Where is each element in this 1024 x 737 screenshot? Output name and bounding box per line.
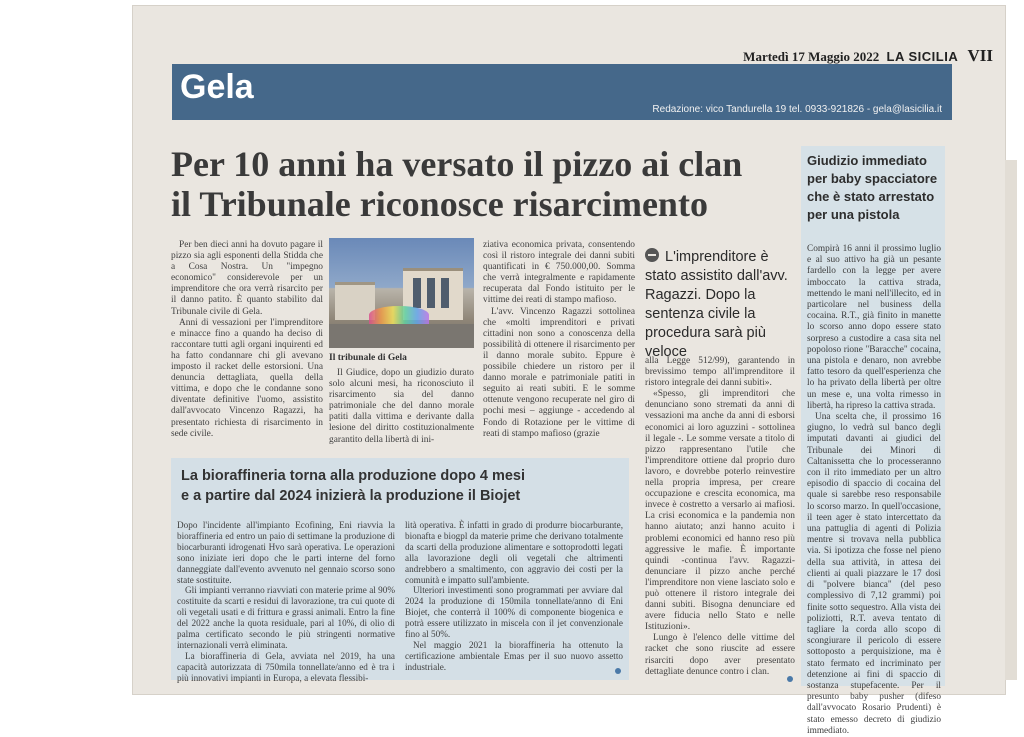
masthead [743, 46, 993, 66]
paragraph: L'avv. Vincenzo Ragazzi sottolinea che «molti imprenditori e privati cittadini non sono a conoscenza della possibilità di ottenere il risarcimento per il danno morale subito. Eppure è possibile chiedere un ristoro per il danno morale e patrimoniale patiti in seguito ai reati subiti. E le somme ottenute vengono recuperate nel giro di pochi mesi – aggiunge - accedendo al Fondo di Rotazione per le vittime di reati di stampo mafioso (grazie [483, 306, 635, 439]
paragraph: Una scelta che, il prossimo 16 giugno, lo vedrà sul banco degli imputati davanti ai giudici del Tribunale dei Minori di Caltanissetta che lo processeranno con il rito immediato per un altro episodio di spaccio di cocaina del quale si sarebbe reso responsabile lo scorso marzo. In quell'occasione, il teen ager è stato intercettato da una pattuglia di agenti di Polizia mentre si trovava nella pubblica via. Si ipotizza che fosse nel pieno della sua attività, in attesa dei clienti ai quali piazzare le 17 dosi di "polvere bianca" (del peso complessivo di 7,12 grammi) poi finite sotto sequestro. Alla vista dei poliziotti, R.T. aveva tentato di tagliare la corda allo scopo di scongiurare il pericolo di essere sottoposto a perquisizione, ma è stato fermato ed incriminato per detenzione ai fini di spaccio di sostanza stupefacente. Per il presunto baby pusher (difeso dall'avvocato Rosario Prudenti) è stato emesso decreto di giudizio immediato. [807, 412, 941, 736]
bio-article-headline [181, 466, 621, 506]
paragraph: La bioraffineria di Gela, avviata nel 2019, ha una capacità autorizzata di 750mila tonnellate/anno ed è tra i più innovativi impianti in Europa, a elevata flessibi- [177, 650, 395, 683]
side-article [801, 146, 945, 736]
tribunal-photo [329, 238, 474, 348]
bio-article-column-2 [405, 520, 623, 673]
main-headline-line2: il Tribunale riconosce risarcimento [171, 184, 708, 224]
paragraph: ziativa economica privata, consentendo così il ristoro integrale dei danni subiti quantificati in € 750.000,00. Somma che verrà integralmente e rapidamente recuperata dal Fondo istituito per le vittime dei reati di stampo mafioso. [483, 240, 635, 306]
photo-caption: Il tribunale di Gela [329, 353, 407, 363]
window-shape [413, 278, 421, 308]
page-edge [1005, 160, 1017, 680]
pull-quote [645, 248, 795, 362]
paragraph: Gli impianti verranno riavviati con materie prime al 90% costituite da scarti e residui di lavorazione, tra cui quote di oli vegetali usati e di frittura e grassi animali. Entro la fine del 2022 anche la quota residuale, pari al 10%, di olio di palma certificato secondo le più stringenti normative internazionali verrà eliminata. [177, 585, 395, 650]
paragraph: «Spesso, gli imprenditori che denunciano sono stremati da anni di vessazioni ma anche da anni di esborsi economici ai loro aguzzini - sottolinea il legale -. Le somme versate a titolo di pizzo rappresentano l'utile che l'imprenditore ottiene dal proprio duro lavoro, e dovrebbe poterlo reinvestire nella propria impresa, per creare occupazione e crescita economica, ma invece è costretto a versarlo ai mafiosi. La crisi economica e la pandemia non hanno aiutato; anzi hanno acuito i problemi economici ed hanno reso più aggressive le mafie. È importante quindi -continua l'avv. Ragazzi- denunciare il pizzo anche perché l'imprenditore non viene lasciato solo e può ottenere il ristoro integrale dei danni subiti. Bisogna denunciare ed avere fiducia nello Stato e nelle Istituzioni». [645, 389, 795, 633]
pull-quote-text: L'imprenditore è stato assistito dall'avv. Ragazzi. Dopo la sentenza civile la procedura sarà più veloce [645, 249, 788, 360]
window-shape [427, 278, 435, 308]
paragraph: Il Giudice, dopo un giudizio durato solo alcuni mesi, ha riconosciuto il risarcimento sia del danno patrimoniale che del danno morale patiti dalla vittima e derivante dalla lesione del diritto costituzionalmente garantito della libertà di ini- [329, 368, 474, 445]
bio-headline-line2: e a partire dal 2024 inizierà la produzione il Biojet [181, 488, 521, 504]
section-title: Gela [180, 68, 254, 106]
paragraph: Lungo è l'elenco delle vittime del racket che sono riuscite ad essere risarciti dopo aver presentato dettagliate denunce contro i clan. [645, 633, 795, 677]
end-mark-icon [615, 668, 621, 674]
ground-shape [329, 324, 474, 348]
fountain-lights [369, 306, 429, 324]
paragraph: Compirà 16 anni il prossimo luglio e al suo attivo ha già un pesante fardello con la legge per avere imboccato la cattiva strada, mettendo le mani nell'illecito, ed in particolare nel business della cocaina. R.T., già finito in manette lo scorso anno dopo essere stato sorpreso a custodire a casa sita nel popoloso rione "Baracche" cocaina, una pistola e denaro, non avrebbe fatto tesoro da quell'esperienza che lo ha privato della libertà per oltre un mese e, una volta rimesso in libertà, ha ripreso la cattiva strada. [807, 244, 941, 411]
main-article-column-1 [171, 240, 323, 440]
bio-headline-line1: La bioraffineria torna alla produzione dopo 4 mesi [181, 468, 526, 484]
quote-bullet-icon [645, 248, 659, 262]
paragraph: lità operativa. È infatti in grado di produrre biocarburante, bionafta e biogpl da materie prime che derivano totalmente da scarti della produzione alimentare e sottoprodotti legati alla lavorazione degli oli vegetali che altrimenti andrebbero a smaltimento, con aggravio dei costi per la comunità e impatto sull'ambiente. [405, 520, 623, 585]
paragraph: alla Legge 512/99), garantendo in brevissimo tempo all'imprenditore il ristoro integrale dei danni subiti». [645, 356, 795, 389]
paragraph: Dopo l'incidente all'impianto Ecofining, Eni riavvia la bioraffineria ed entro un paio di settimane la produzione di biocarburanti idrogenati Hvo sarà operativa. Le operazioni sono iniziate ieri dopo che le parti interne del forno danneggiate dall'evento avvenuto nel gennaio scorso sono state sostituite. [177, 520, 395, 585]
issue-date: Martedì 17 Maggio 2022 [743, 49, 880, 64]
section-contact: Redazione: vico Tandurella 19 tel. 0933-921826 - gela@lasicilia.it [652, 104, 942, 115]
bio-article-column-1 [177, 520, 395, 684]
main-headline [171, 144, 811, 224]
newspaper-brand: LA SICILIA [886, 49, 959, 64]
bio-article [171, 458, 629, 683]
window-shape [441, 278, 449, 308]
paragraph: Anni di vessazioni per l'imprenditore e minacce fino a quando ha deciso di raccontare tutti agli organi inquirenti ed ha fatto condannare chi gli avevano imposto il racket delle estorsioni. Una denuncia dettagliata, quella della vittima, e dopo che le condanne sono diventate definitive l'uomo, assistito dall'avvocato Vincenzo Ragazzi, ha presentato richiesta di risarcimento in sede civile. [171, 317, 323, 439]
end-mark-icon [787, 676, 793, 682]
section-banner [172, 64, 952, 120]
main-article-column-3 [483, 240, 635, 440]
side-article-headline: Giudizio immediato per baby spacciatore che è stato arrestato per una pistola [807, 153, 938, 222]
newspaper-page [133, 6, 1005, 736]
main-article-column-4 [645, 356, 795, 678]
main-headline-line1: Per 10 anni ha versato il pizzo ai clan [171, 144, 743, 184]
side-article-body [807, 244, 941, 737]
page-number: VII [967, 46, 993, 65]
paragraph: Nel maggio 2021 la bioraffineria ha ottenuto la certificazione ambientale Emas per il suo nuovo assetto industriale. [405, 639, 623, 672]
paragraph: Ulteriori investimenti sono programmati per avviare dal 2024 la produzione di 150mila tonnellate/anno di Eni Biojet, che conterrà il 100% di componente biogenica e potrà essere utilizzato in miscela con il jet convenzionale fino al 50%. [405, 585, 623, 640]
main-article-column-2 [329, 368, 474, 446]
paragraph: Per ben dieci anni ha dovuto pagare il pizzo sia agli esponenti della Stidda che a Cosa Nostra. Un "impegno economico" considerevole per un imprenditore che ora verrà risarcito per il danno patito. È quanto stabilito dal Tribunale civile di Gela. [171, 240, 323, 317]
